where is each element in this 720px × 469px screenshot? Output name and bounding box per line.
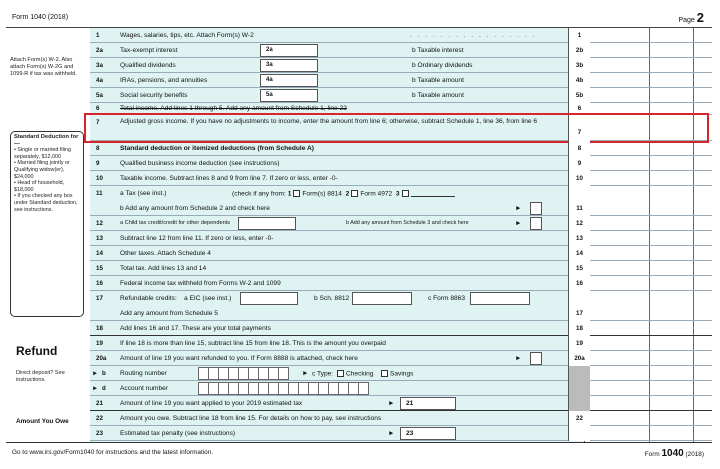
line-10-amount[interactable]: 10 — [568, 171, 590, 186]
line-13-row — [90, 231, 712, 246]
line-label: Total tax. Add lines 13 and 14 — [120, 265, 207, 272]
line-number: 16 — [96, 280, 103, 287]
line-label: Qualified business income deduction (see instructions) — [120, 160, 280, 167]
line-label: Estimated tax penalty (see instructions) — [120, 430, 236, 437]
line-3b-amount[interactable]: 3b — [568, 58, 590, 73]
line-17b-row — [90, 306, 712, 321]
line-number: 19 — [96, 340, 103, 347]
line-5b-amount[interactable]: 5b — [568, 88, 590, 103]
form-4972-checkbox[interactable] — [351, 190, 358, 197]
line-2b-amount[interactable]: 2b — [568, 43, 590, 58]
line-label: Federal income tax withheld from Forms W-2 and 1099 — [120, 280, 281, 287]
std-title: Standard Deduction for— — [14, 134, 79, 147]
account-number-boxes[interactable] — [198, 382, 368, 395]
line-label: Amount you owe. Subtract line 18 from line 15. For details on how to pay, see instructions — [120, 415, 382, 422]
line-label-right: b Taxable interest — [412, 47, 464, 54]
standard-deduction-box — [10, 131, 84, 317]
line-20a-amount[interactable]: 20a — [568, 351, 590, 366]
option-number: 3 — [395, 190, 400, 198]
line-label: Qualified dividends — [120, 62, 176, 69]
check-text: (check if any from: — [232, 190, 286, 198]
line-label: Adjusted gross income. If you have no adjustments to income, enter the amount from line 6; otherwise, subtract Schedule 1, line 36, from line 6 — [120, 118, 538, 125]
line-18-row — [90, 321, 712, 336]
line-label-right: b Ordinary dividends — [412, 62, 473, 69]
savings-label: Savings — [389, 370, 414, 378]
routing-number-boxes[interactable] — [198, 367, 288, 380]
std-item: • Head of household, $18,000 — [14, 180, 65, 193]
line-label: Amount of line 19 you want applied to your 2019 estimated tax — [120, 400, 303, 407]
line-12a-input[interactable] — [238, 217, 296, 230]
line-number: 20a — [96, 355, 107, 362]
savings-checkbox[interactable] — [381, 370, 388, 377]
line-label: Taxable income. Subtract lines 8 and 9 from line 7. If zero or less, enter -0- — [120, 175, 338, 182]
line-number: 11 — [96, 190, 103, 197]
line-3-row — [90, 58, 712, 73]
line-2-row — [90, 43, 712, 58]
line-number: 15 — [96, 265, 103, 272]
line-number: 9 — [96, 160, 100, 167]
line-label: a Child tax credit/credit for other dependents — [120, 220, 231, 226]
line-11a-row — [90, 186, 712, 201]
arrow-icon: ► — [302, 370, 309, 377]
line-label: Standard deduction or itemized deductions (from Schedule A) — [120, 145, 314, 152]
eic-input[interactable] — [240, 292, 298, 305]
line-16-amount[interactable]: 16 — [568, 276, 590, 291]
line-7-amount[interactable]: 7 — [568, 115, 590, 141]
footer-form-number: 1040 — [661, 448, 684, 459]
line-number: 8 — [96, 145, 100, 152]
line-10-row — [90, 171, 712, 186]
arrow-icon: ► — [92, 385, 99, 392]
box-number: 3a — [266, 62, 273, 68]
line-4-row — [90, 73, 712, 88]
line-11-amount[interactable]: 11 — [568, 201, 590, 216]
line-number: 3a — [96, 62, 103, 69]
line-label: Other taxes. Attach Schedule 4 — [120, 250, 211, 257]
line-label: Account number — [120, 385, 169, 392]
line-number: 6 — [96, 105, 100, 112]
box-number: 4a — [266, 77, 273, 83]
line-11b-row — [90, 201, 712, 216]
line-5-row — [90, 88, 712, 103]
line-label-right: b Add any amount from Schedule 3 and check here — [346, 220, 469, 226]
line-20b-row — [90, 366, 712, 381]
line-8-amount[interactable]: 8 — [568, 141, 590, 156]
line-21-row — [90, 396, 712, 411]
line-17-blank — [568, 291, 590, 306]
line-1-amount[interactable]: 1 — [568, 28, 590, 43]
line-6-amount[interactable]: 6 — [568, 103, 590, 115]
line-label: Social security benefits — [120, 92, 188, 99]
line-15-row — [90, 261, 712, 276]
line-label: Amount of line 19 you want refunded to you. If Form 8888 is attached, check here — [120, 355, 358, 362]
form-header — [6, 6, 712, 28]
std-item: • If you checked any box under Standard deduction, see instructions. — [14, 193, 78, 213]
line-number: 7 — [96, 119, 100, 126]
line-7-highlight — [84, 113, 709, 143]
line-label: Refundable credits: — [120, 295, 177, 302]
line-number: 12 — [96, 220, 103, 227]
line-number: 5a — [96, 92, 103, 99]
leader-dots: . . . . . . . . . . . . . . . . . — [410, 32, 537, 39]
line-22-row — [90, 411, 712, 426]
page-indicator — [678, 10, 704, 25]
line-12-amount[interactable]: 12 — [568, 216, 590, 231]
line-21-shaded — [568, 396, 590, 411]
line-number: 14 — [96, 250, 103, 257]
line-20d-row — [90, 381, 712, 396]
line-15-amount[interactable]: 15 — [568, 261, 590, 276]
line-19-row — [90, 336, 712, 351]
line-label: Subtract line 12 from line 11. If zero or less, enter -0- — [120, 235, 274, 242]
arrow-icon: ► — [515, 355, 522, 362]
footer-instructions: Go to www.irs.gov/Form1040 for instructions and the latest information. — [12, 449, 214, 456]
line-23-row — [90, 426, 712, 441]
line-label-right: b Taxable amount — [412, 92, 464, 99]
sch-8812-label: b Sch. 8812 — [314, 295, 350, 302]
line-number: 21 — [96, 400, 103, 407]
eic-label: a EIC (see inst.) — [184, 295, 232, 302]
line-label-right: b Taxable amount — [412, 77, 464, 84]
line-number: 13 — [96, 235, 103, 242]
form-8888-checkbox[interactable] — [530, 352, 542, 365]
line-label: IRAs, pensions, and annuities — [120, 77, 208, 84]
footer-form-id — [645, 448, 704, 459]
arrow-icon: ► — [388, 400, 395, 407]
line-number: 10 — [96, 175, 103, 182]
line-label: If line 18 is more than line 15, subtract line 15 from line 18. This is the amount you overpaid — [120, 340, 386, 347]
sch-8812-input[interactable] — [352, 292, 412, 305]
footer-form-year: (2018) — [685, 451, 704, 458]
line-9-row — [90, 156, 712, 171]
checking-label: Checking — [345, 370, 374, 378]
line-12-row — [90, 216, 712, 231]
line-13-amount[interactable]: 13 — [568, 231, 590, 246]
line-22-amount[interactable]: 22 — [568, 411, 590, 426]
page-number: 2 — [696, 10, 704, 25]
amount-owe-heading: Amount You Owe — [16, 418, 69, 425]
type-label: c Type: — [312, 370, 334, 378]
box-number: 5a — [266, 92, 273, 98]
line-number: 1 — [96, 32, 100, 39]
option-3-input[interactable] — [411, 190, 455, 197]
direct-deposit-note: Direct deposit? See instructions. — [16, 370, 65, 383]
line-14-amount[interactable]: 14 — [568, 246, 590, 261]
option-3-checkbox[interactable] — [402, 190, 409, 197]
line-label: Total income. Add lines 1 through 5. Add any amount from Schedule 1, line 22 — [120, 105, 347, 112]
line-label: Routing number — [120, 370, 167, 377]
line-16-row — [90, 276, 712, 291]
option-label: Form(s) 8814 — [302, 190, 342, 198]
line-17-amount[interactable]: 17 — [568, 306, 590, 321]
form-8863-label: c Form 8863 — [428, 295, 466, 302]
line-14-row — [90, 246, 712, 261]
line-label: b Add any amount from Schedule 2 and check here — [120, 205, 270, 212]
arrow-icon: ► — [92, 370, 99, 377]
line-label: Wages, salaries, tips, etc. Attach Form(s) W-2 — [120, 32, 254, 39]
line-23-blank — [568, 426, 590, 441]
line-18-amount[interactable]: 18 — [568, 321, 590, 336]
option-number: 2 — [345, 190, 350, 198]
line-number: 18 — [96, 325, 103, 332]
line-4b-amount[interactable]: 4b — [568, 73, 590, 88]
arrow-icon: ► — [515, 205, 522, 212]
arrow-icon: ► — [388, 430, 395, 437]
form-8863-input[interactable] — [470, 292, 530, 305]
line-9-amount[interactable]: 9 — [568, 156, 590, 171]
schedule-3-checkbox[interactable] — [530, 217, 542, 230]
attach-note: Attach Form(s) W-2. Also attach Form(s) W-2G and 1099-R if tax was withheld. — [10, 57, 77, 77]
line-label: a Tax (see inst.) — [120, 190, 167, 197]
line-20d-shaded — [568, 381, 590, 396]
line-11-blank — [568, 186, 590, 201]
line-letter: d — [102, 385, 106, 392]
line-number: 2a — [96, 47, 103, 54]
arrow-icon: ► — [515, 220, 522, 227]
schedule-2-checkbox[interactable] — [530, 202, 542, 215]
line-letter: b — [102, 370, 106, 377]
line-8-row — [90, 141, 712, 156]
form-footer — [6, 442, 712, 462]
line-number: 17 — [96, 295, 103, 302]
line-20a-row — [90, 351, 712, 366]
form-8814-checkbox[interactable] — [293, 190, 300, 197]
account-type-group — [312, 370, 413, 377]
line-11-check-options — [232, 190, 455, 197]
box-number: 2a — [266, 47, 273, 53]
line-label: Tax-exempt interest — [120, 47, 178, 54]
footer-form-label: Form — [644, 451, 660, 458]
line-number: 23 — [96, 430, 103, 437]
std-item: • Single or married filing separately, $12,000 — [14, 147, 72, 160]
line-label: Add any amount from Schedule 5 — [120, 310, 218, 317]
box-number: 21 — [406, 400, 414, 407]
option-number: 1 — [287, 190, 292, 198]
line-number: 4a — [96, 77, 103, 84]
checking-checkbox[interactable] — [337, 370, 344, 377]
line-number: 22 — [96, 415, 103, 422]
option-label: Form 4972 — [360, 190, 393, 198]
page-label: Page — [678, 17, 695, 24]
std-item: • Married filing jointly or Qualifying widow(er), $24,000 — [14, 160, 70, 180]
refund-heading: Refund — [16, 344, 58, 358]
line-1-row — [90, 28, 712, 43]
line-19-amount[interactable]: 19 — [568, 336, 590, 351]
line-17-row — [90, 291, 712, 306]
line-20b-shaded — [568, 366, 590, 381]
line-label: Add lines 16 and 17. These are your total payments — [120, 325, 271, 332]
box-number: 23 — [406, 430, 414, 437]
form-year-label: Form 1040 (2018) — [12, 14, 69, 21]
